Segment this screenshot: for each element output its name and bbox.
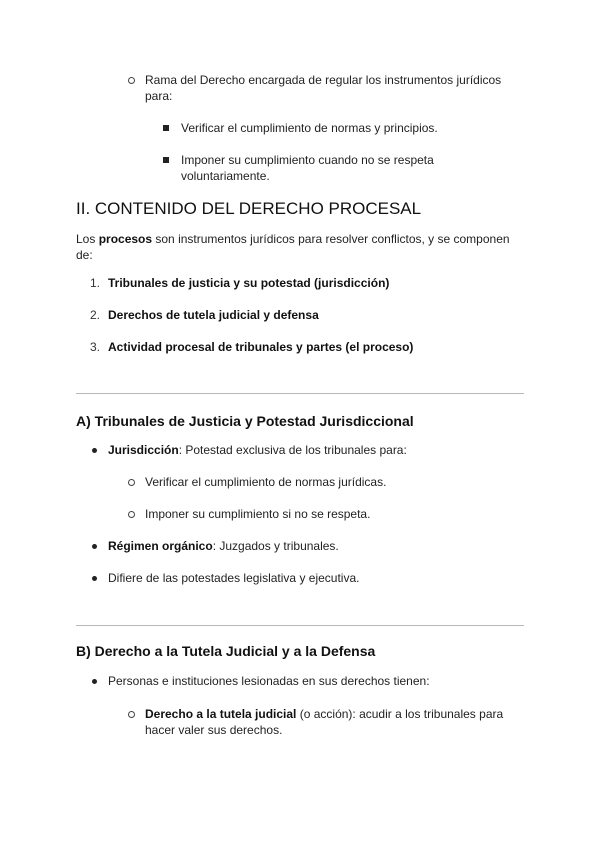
jurisdiccion-subitem-2: Imponer su cumplimiento si no se respeta. <box>145 507 371 521</box>
personas-item: Personas e instituciones lesionadas en sus derechos tienen: <box>108 674 430 688</box>
section-heading-a: A) Tribunales de Justicia y Potestad Jurisdiccional <box>76 413 414 429</box>
disc-bullet-icon <box>92 576 97 581</box>
section-heading-b: B) Derecho a la Tutela Judicial y a la Defensa <box>76 643 376 659</box>
square-bullet-icon <box>163 157 169 163</box>
section-heading-contenido: II. CONTENIDO DEL DERECHO PROCESAL <box>76 199 422 218</box>
horizontal-divider <box>76 393 524 394</box>
ordered-number: 1. <box>90 276 101 290</box>
regimen-term: Régimen orgánico <box>108 539 213 553</box>
para-bold-term: procesos <box>98 232 153 246</box>
ordered-number: 2. <box>90 308 101 322</box>
para-prefix: Los <box>76 232 99 246</box>
ordered-item-3: Actividad procesal de tribunales y partes (el proceso) <box>108 340 414 354</box>
intro-item: Rama del Derecho encargada de regular los instrumentos jurídicos para: <box>145 73 502 103</box>
jurisdiccion-item <box>108 442 508 458</box>
intro-subitem-2: Imponer su cumplimiento cuando no se respeta voluntariamente. <box>181 153 434 183</box>
circle-bullet-icon <box>128 511 135 518</box>
difiere-item: Difiere de las potestades legislativa y ejecutiva. <box>108 571 360 585</box>
section2-paragraph <box>76 231 522 263</box>
disc-bullet-icon <box>92 448 97 453</box>
jurisdiccion-definition: : Potestad exclusiva de los tribunales para: <box>178 443 407 457</box>
jurisdiccion-subitem-1: Verificar el cumplimiento de normas jurídicas. <box>145 475 387 489</box>
circle-bullet-icon <box>128 479 135 486</box>
circle-bullet-icon <box>128 77 135 84</box>
tutela-subitem <box>145 706 515 738</box>
horizontal-divider <box>76 625 524 626</box>
para-rest: son instrumentos jurídicos para resolver conflictos, y se componen de: <box>76 232 510 262</box>
ordered-item-2: Derechos de tutela judicial y defensa <box>108 308 319 322</box>
ordered-item-1: Tribunales de justicia y su potestad (jurisdicción) <box>108 276 390 290</box>
regimen-item <box>108 538 508 554</box>
intro-subitem-1: Verificar el cumplimiento de normas y principios. <box>181 121 438 135</box>
ordered-number: 3. <box>90 340 101 354</box>
disc-bullet-icon <box>92 544 97 549</box>
tutela-term: Derecho a la tutela judicial <box>145 707 297 721</box>
jurisdiccion-term: Jurisdicción <box>108 443 179 457</box>
regimen-definition: : Juzgados y tribunales. <box>212 539 339 553</box>
tutela-definition: (o acción): acudir a los tribunales para hacer valer sus derechos. <box>145 707 504 737</box>
disc-bullet-icon <box>92 679 97 684</box>
circle-bullet-icon <box>128 711 135 718</box>
square-bullet-icon <box>163 125 169 131</box>
